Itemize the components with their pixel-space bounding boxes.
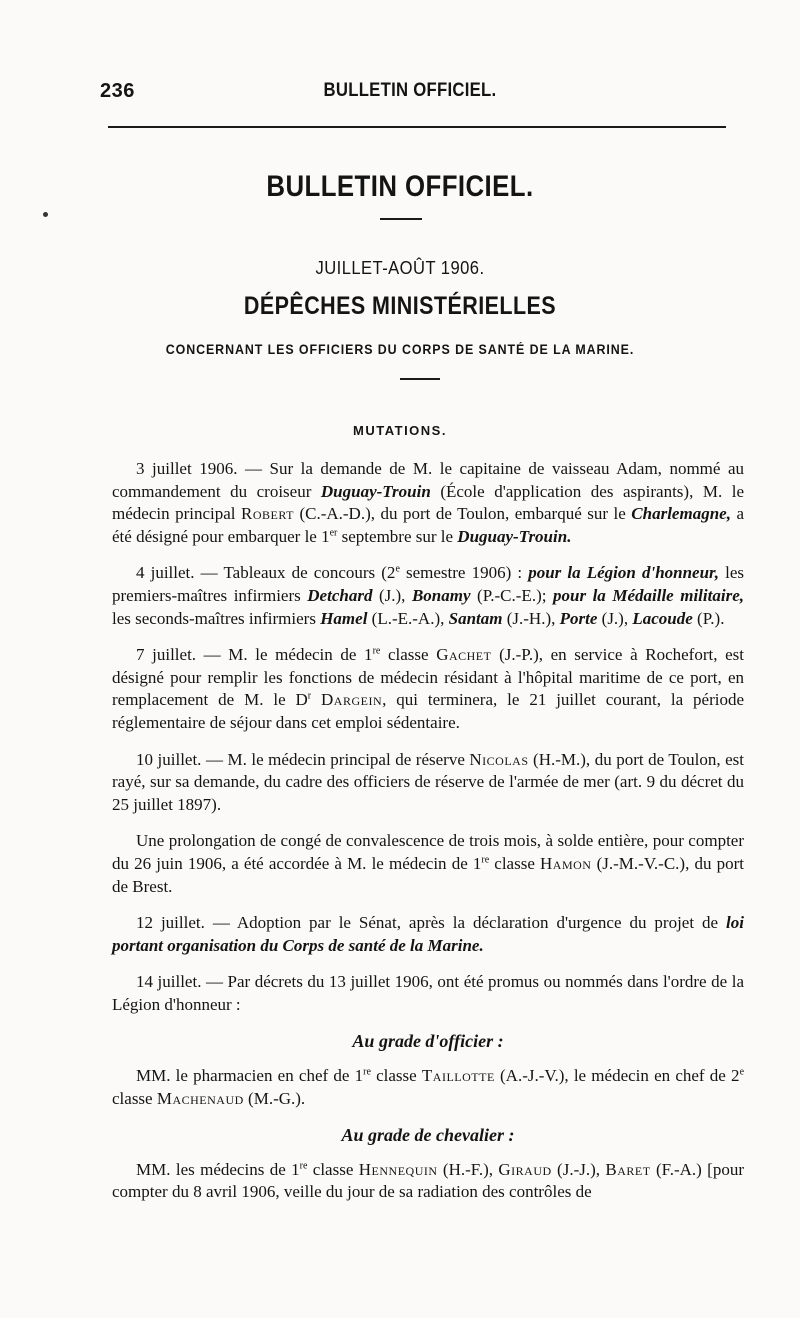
entry-conge: Une prolongation de congé de convalescence de trois mois, à solde entière, pour compter du 26 juin 1906, a été accordée à M. le médecin de 1re classe Hamon (J.-M.-V.-C.), du port de Brest. xyxy=(112,831,744,896)
entry-officiers: MM. le pharmacien en chef de 1re classe Taillotte (A.-J.-V.), le médecin en chef de 2e classe Machenaud (M.-G.). xyxy=(112,1066,745,1108)
journal-title: BULLETIN OFFICIEL. xyxy=(266,170,534,203)
header-rule xyxy=(108,126,726,128)
running-head xyxy=(100,80,720,110)
entry-chevaliers: MM. les médecins de 1re classe Hennequin (H.-F.), Giraud (J.-J.), Baret (F.-A.) [pour compter du 8 avril 1906, veille du jour de sa radiation des contrôles de xyxy=(112,1159,745,1202)
issue-date: JUILLET-AOÛT 1906. xyxy=(315,258,485,278)
entry-14-juillet: 14 juillet. — Par décrets du 13 juillet 1906, ont été promus ou nommés dans l'ordre de la Légion d'honneur : xyxy=(112,972,744,1014)
entry-12-juillet: 12 juillet. — Adoption par le Sénat, après la déclaration d'urgence du projet de loi portant organisation du Corps de santé de la Marine. xyxy=(112,913,744,955)
body-text xyxy=(112,458,744,1218)
grade-chevalier-heading: Au grade de chevalier : xyxy=(341,1125,515,1146)
entry-10-juillet: 10 juillet. — M. le médecin principal de réserve Nicolas (H.-M.), du port de Toulon, est rayé, sur sa demande, du cadre des officiers de réserve de l'armée de mer (art. 9 du décret du 25 juillet 1897). xyxy=(112,749,744,814)
page-number: 236 xyxy=(100,80,135,102)
mutations-heading: MUTATIONS. xyxy=(353,423,447,438)
divider-rule xyxy=(400,378,440,380)
section-title: DÉPÊCHES MINISTÉRIELLES xyxy=(243,292,557,320)
running-title: BULLETIN OFFICIEL. xyxy=(323,80,497,101)
section-subtitle: CONCERNANT LES OFFICIERS DU CORPS DE SANTÉ DE LA MARINE. xyxy=(165,342,635,357)
divider-rule xyxy=(380,218,422,220)
entry-4-juillet: 4 juillet. — Tableaux de concours (2e semestre 1906) : pour la Légion d'honneur, les premiers-maîtres infirmiers Detchard (J.), Bonamy (P.-C.-E.); pour la Médaille militaire, les seconds-maîtres infirmiers Hamel (L.-E.-A.), Santam (J.-H.), Porte (J.), Lacoude (P.). xyxy=(112,563,744,628)
entry-7-juillet: 7 juillet. — M. le médecin de 1re classe Gachet (J.-P.), en service à Rochefort, est désigné pour remplir les fonctions de médecin résidant à l'hôpital maritime de ce port, en remplacement de M. le $D^r$ Dargein, qui terminera, le 21 juillet courant, la période réglementaire de séjour dans cet emploi sédentaire. xyxy=(112,645,744,732)
grade-officier-heading: Au grade d'officier : xyxy=(352,1031,504,1052)
ink-speck xyxy=(43,212,48,217)
entry-3-juillet: 3 juillet 1906. — Sur la demande de M. le capitaine de vaisseau Adam, nommé au commandement du croiseur Duguay-Trouin (École d'application des aspirants), M. le médecin principal Robert (C.-A.-D.), du port de Toulon, embarqué sur le Charlemagne, a été désigné pour embarquer le 1er septembre sur le Duguay-Trouin. xyxy=(112,459,744,546)
